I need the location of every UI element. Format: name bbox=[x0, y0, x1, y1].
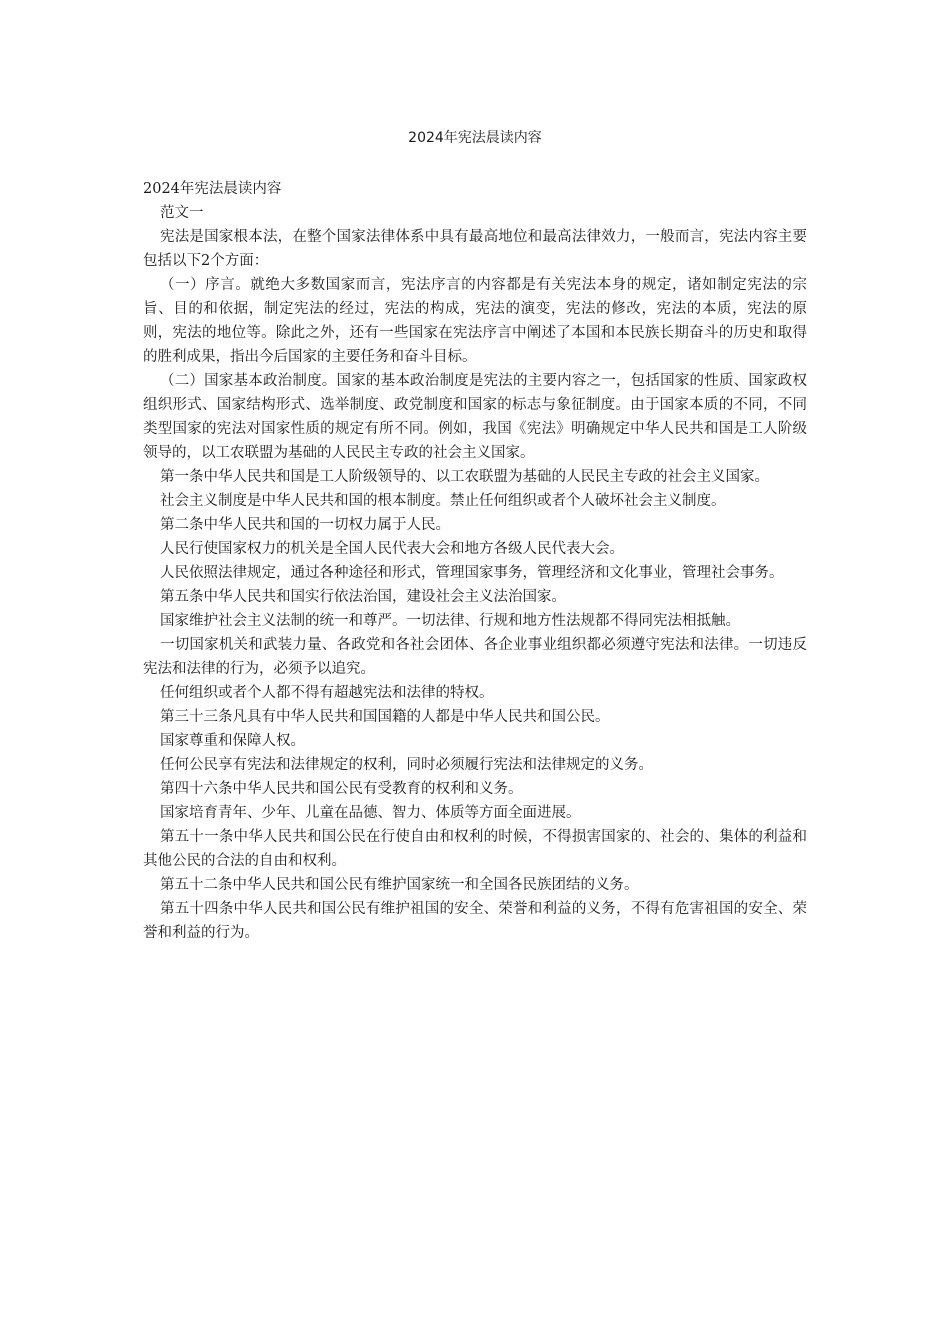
paragraph: 第一条中华人民共和国是工人阶级领导的、以工农联盟为基础的人民民主专政的社会主义国家。 bbox=[160, 469, 769, 485]
paragraph: 宪法是国家根本法，在整个国家法律体系中具有最高地位和最高法律效力，一般而言，宪法内容主要包括以下2个方面： bbox=[143, 229, 807, 269]
paragraph: （二）国家基本政治制度。国家的基本政治制度是宪法的主要内容之一，包括国家的性质、国家政权组织形式、国家结构形式、选举制度、政党制度和国家的标志与象征制度。由于国家本质的不同，不同类型国家的宪法对国家性质的规定有所不同。例如，我国《宪法》明确规定中华人民共和国是工人阶级领导的，以工农联盟为基础的人民民主专政的社会主义国家。 bbox=[143, 373, 807, 461]
paragraph: 国家尊重和保障人权。 bbox=[160, 733, 305, 749]
document-body bbox=[143, 177, 807, 945]
paragraph: 人民行使国家权力的机关是全国人民代表大会和地方各级人民代表大会。 bbox=[160, 541, 624, 557]
paragraph: 国家维护社会主义法制的统一和尊严。一切法律、行规和地方性法规都不得同宪法相抵触。 bbox=[160, 613, 740, 629]
paragraph-sample-label: 范文一 bbox=[160, 205, 204, 221]
paragraph: 任何组织或者个人都不得有超越宪法和法律的特权。 bbox=[160, 685, 494, 701]
paragraph: 第五十二条中华人民共和国公民有维护国家统一和全国各民族团结的义务。 bbox=[160, 877, 639, 893]
paragraph: 人民依照法律规定，通过各种途径和形式，管理国家事务，管理经济和文化事业，管理社会事务。 bbox=[160, 565, 784, 581]
paragraph: 第五十四条中华人民共和国公民有维护祖国的安全、荣誉和利益的义务，不得有危害祖国的安全、荣誉和利益的行为。 bbox=[143, 901, 807, 941]
paragraph: 第二条中华人民共和国的一切权力属于人民。 bbox=[160, 517, 450, 533]
paragraph: 第三十三条凡具有中华人民共和国国籍的人都是中华人民共和国公民。 bbox=[160, 709, 610, 725]
paragraph: 第四十六条中华人民共和国公民有受教育的权利和义务。 bbox=[160, 781, 523, 797]
document-title: 2024年宪法晨读内容 bbox=[408, 130, 542, 146]
paragraph: （一）序言。就绝大多数国家而言，宪法序言的内容都是有关宪法本身的规定，诸如制定宪法的宗旨、目的和依据，制定宪法的经过，宪法的构成，宪法的演变，宪法的修改，宪法的本质，宪法的原则，宪法的地位等。除此之外，还有一些国家在宪法序言中阐述了本国和本民族长期奋斗的历史和取得的胜利成果，指出今后国家的主要任务和奋斗目标。 bbox=[143, 277, 807, 365]
paragraph: 第五十一条中华人民共和国公民在行使自由和权利的时候，不得损害国家的、社会的、集体的利益和其他公民的合法的自由和权利。 bbox=[143, 829, 807, 869]
paragraph: 国家培育青年、少年、儿童在品德、智力、体质等方面全面进展。 bbox=[160, 805, 581, 821]
paragraph: 任何公民享有宪法和法律规定的权利，同时必须履行宪法和法律规定的义务。 bbox=[160, 757, 653, 773]
paragraph: 第五条中华人民共和国实行依法治国，建设社会主义法治国家。 bbox=[160, 589, 566, 605]
paragraph: 一切国家机关和武装力量、各政党和各社会团体、各企业事业组织都必须遵守宪法和法律。一切违反宪法和法律的行为，必须予以追究。 bbox=[143, 637, 807, 677]
body-heading: 2024年宪法晨读内容 bbox=[143, 181, 282, 197]
paragraph: 社会主义制度是中华人民共和国的根本制度。禁止任何组织或者个人破坏社会主义制度。 bbox=[160, 493, 726, 509]
